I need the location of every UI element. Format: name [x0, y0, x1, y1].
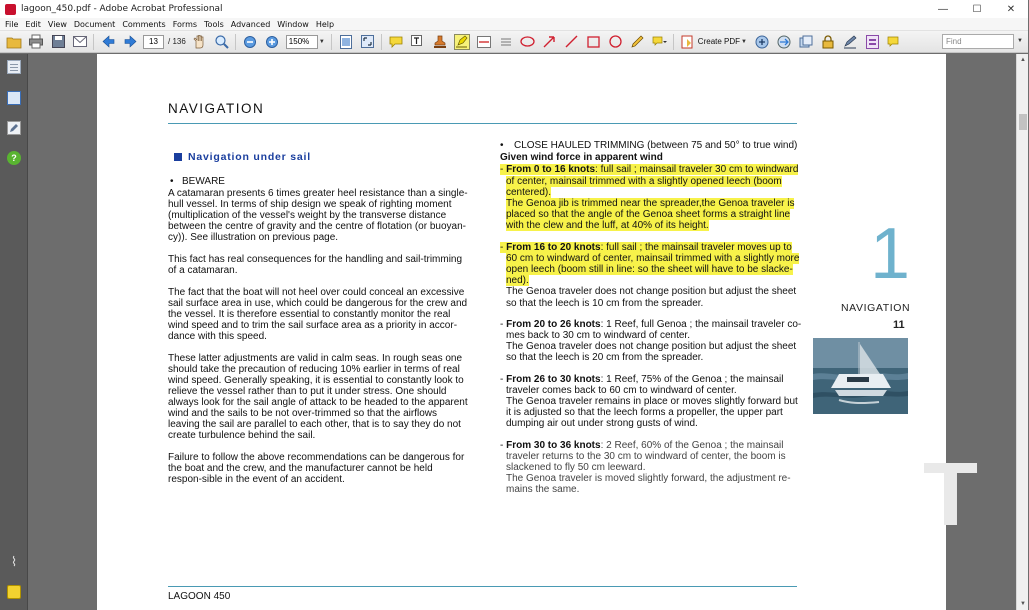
close-hauled-bullet: • CLOSE HAULED TRIMMING (between 75 and 50° to true wind): [500, 140, 798, 151]
find-input[interactable]: Find: [942, 34, 1014, 49]
create-pdf-icon[interactable]: [680, 34, 696, 50]
range-text: : full sail ; the mainsail traveler moves up to 60 cm to windward of center, mainsail trimmed with a slightly more open leech (boom still in line: so the sheet will have to be slacke-ned).: [506, 241, 800, 287]
menu-comments[interactable]: Comments: [122, 19, 166, 29]
header-rule: [168, 123, 797, 124]
menu-window[interactable]: Window: [277, 19, 309, 29]
stamp-icon[interactable]: [432, 34, 448, 50]
chapter-label: NAVIGATION: [841, 302, 911, 314]
page-number-input[interactable]: 13: [143, 35, 164, 49]
close-hauled-text: CLOSE HAULED TRIMMING (between 75 and 50° to true wind): [514, 140, 798, 151]
wind-range-30-36: - From 30 to 36 knots: 2 Reef, 60% of the Genoa ; the mainsail traveler returns to the 30 cm to windward of center, the boom is slackened to fly 50 cm leeward. The Genoa traveler is moved slightly forward, the adjustment re-mains the same.: [500, 440, 802, 496]
export-icon[interactable]: [776, 34, 792, 50]
left-paragraph: This fact has real consequences for the handling and sail-trimming of a catamaran.: [168, 254, 463, 276]
sign-icon[interactable]: [842, 34, 858, 50]
wind-range-20-26: - From 20 to 26 knots: 1 Reef, full Genoa ; the mainsail traveler co-mes back to 30 cm to windward of center. The Genoa traveler does not change position but adjust the sheet so that the leech is 20 cm from the spreader.: [500, 318, 802, 364]
line-tool-icon[interactable]: [564, 34, 580, 50]
left-column: [168, 176, 468, 496]
page-number: 11: [893, 319, 905, 331]
zoom-tool-icon[interactable]: [214, 34, 230, 50]
menu-view[interactable]: View: [47, 19, 67, 29]
toolbar-separator: [673, 34, 674, 50]
wind-force-subtitle: Given wind force in apparent wind: [500, 152, 663, 164]
minimize-button[interactable]: —: [938, 3, 948, 15]
signatures-panel-icon[interactable]: [7, 121, 21, 135]
menu-advanced[interactable]: Advanced: [230, 19, 271, 29]
range-extra: The Genoa jib is trimmed near the spreader,the Genoa traveler is placed so that the angle of the Genoa sheet forms a straight line with the clew and the luff, at 40% of its height.: [506, 198, 795, 232]
range-lead: From 30 to 36 knots: [506, 439, 601, 451]
right-column: [500, 140, 802, 506]
title-bar: [0, 0, 1028, 18]
menu-file[interactable]: File: [5, 19, 19, 29]
full-screen-icon[interactable]: [360, 34, 376, 50]
previous-page-icon[interactable]: [100, 34, 116, 50]
next-page-icon[interactable]: [122, 34, 138, 50]
highlight-tool-icon[interactable]: [454, 34, 470, 50]
comment-menu-icon[interactable]: [652, 34, 668, 50]
page-header: NAVIGATION: [168, 101, 265, 116]
range-extra: The Genoa traveler is moved slightly forward, the adjustment re-mains the same.: [506, 473, 791, 496]
wind-range-26-30: - From 26 to 30 knots: 1 Reef, 75% of the Genoa ; the mainsail traveler comes back to 60 cm to windward of center. The Genoa traveler remains in place or moves slightly forward but it is adjusted so that the leech forms a propeller, the upper part dumping air out under strong gusts of wind.: [500, 374, 802, 430]
strikethrough-icon[interactable]: [476, 34, 492, 50]
chapter-number: 1: [870, 214, 911, 294]
range-lead: From 26 to 30 knots: [506, 373, 601, 385]
bookmarks-panel-icon[interactable]: [7, 91, 21, 105]
toolbar-separator: [235, 34, 236, 50]
fit-page-icon[interactable]: [338, 34, 354, 50]
toolbar-separator: [93, 34, 94, 50]
email-icon[interactable]: [72, 34, 88, 50]
range-text: : 2 Reef, 60% of the Genoa ; the mainsail traveler returns to the 30 cm to windward of center, the boom is slackened to fly 50 cm leeward.: [506, 439, 786, 474]
window-controls: [926, 0, 1028, 18]
range-extra: The Genoa traveler remains in place or moves slightly forward but it is adjusted so that the leech forms a propeller, the upper part dumping air out under strong gusts of wind.: [506, 396, 798, 430]
comments-panel-icon[interactable]: [7, 585, 21, 599]
comment-note-icon[interactable]: [388, 34, 404, 50]
range-extra: The Genoa traveler does not change position but adjust the sheet so that the leech is 10 cm from the spreader.: [506, 286, 797, 309]
pages-panel-icon[interactable]: [7, 60, 21, 74]
page-footer: LAGOON 450: [168, 591, 231, 602]
beware-bullet: • BEWARE: [170, 176, 225, 187]
open-folder-icon[interactable]: [6, 34, 22, 50]
left-paragraph: These latter adjustments are valid in calm seas. In rough seas one should take the precaution of reducing 10% earlier in terms of real wind speed. Generally speaking, it is essential to constantly look to relieve the vessel rather than to put it under stress. One should always look for the sail angle of attack to be headed to the apparent wind and the sails to be not over-trimmed so that the airflows leaving the sail are parallel to each other, that is to say they do not create turbulence behind the sail.: [168, 353, 468, 441]
arrow-tool-icon[interactable]: [542, 34, 558, 50]
hand-tool-icon[interactable]: [192, 34, 208, 50]
oval-tool-icon[interactable]: [520, 34, 536, 50]
section-title: [174, 151, 311, 163]
combine-files-icon[interactable]: [754, 34, 770, 50]
beware-text: BEWARE: [182, 176, 225, 187]
page-total-label: / 136: [168, 37, 186, 46]
scroll-down-icon[interactable]: ▼: [1020, 601, 1026, 607]
range-lead: From 0 to 16 knots: [506, 164, 596, 176]
menu-tools[interactable]: Tools: [204, 19, 224, 29]
underline-icon[interactable]: [498, 34, 514, 50]
range-text: : 1 Reef, full Genoa ; the mainsail traveler co-mes back to 30 cm to windward of center.: [506, 318, 802, 342]
range-text: : full sail ; mainsail traveler 30 cm to windward of center, mainsail trimmed with a slightly opened leech (boom centered).: [506, 164, 799, 198]
menu-bar: [0, 18, 1028, 31]
catamaran-photo: [813, 338, 908, 414]
menu-forms[interactable]: Forms: [172, 19, 198, 29]
forms-icon[interactable]: [864, 34, 880, 50]
text-select-icon[interactable]: [410, 34, 426, 50]
wind-range-0-16: - From 0 to 16 knots: full sail ; mainsail traveler 30 cm to windward of center, mainsail trimmed with a slightly opened leech (boom centered). The Genoa jib is trimmed near the spreader,the Genoa traveler is placed so that the angle of the Genoa sheet forms a straight line with the clew and the luff, at 40% of its height.: [500, 164, 799, 232]
zoom-in-icon[interactable]: [264, 34, 280, 50]
range-lead: From 20 to 26 knots: [506, 318, 601, 330]
left-paragraph: A catamaran presents 6 times greater heel resistance than a single-hull vessel. In terms of ship design we speak of righting moment (multiplication of the vessel's weight by the transverse distance between the centre of gravity and the centre of flotation (or buoyan-cy)). See illustration on previous page.: [168, 188, 468, 243]
section-title-text: Navigation under sail: [188, 151, 311, 163]
help-icon[interactable]: ?: [7, 151, 21, 165]
left-paragraph: The fact that the boat will not heel over could conceal an excessive sail surface area in use, which could be dangerous for the crew and the vessel. It is therefore essential to constantly monitor the real wind speed and to trim the sail surface area as a priority in accor-dance with this speed.: [168, 287, 468, 342]
maximize-button[interactable]: ☐: [972, 3, 982, 15]
range-lead: From 16 to 20 knots: [506, 241, 601, 253]
menu-edit[interactable]: Edit: [25, 19, 41, 29]
document-area: [29, 54, 1016, 610]
menu-help[interactable]: Help: [315, 19, 335, 29]
create-pdf-button[interactable]: Create PDF: [697, 37, 741, 46]
zoom-out-icon[interactable]: [242, 34, 258, 50]
acrobat-app-icon: [5, 4, 16, 15]
wind-range-16-20: - From 16 to 20 knots: full sail ; the mainsail traveler moves up to 60 cm to windward of center, mainsail trimmed with a slightly more open leech (boom still in line: so the sheet will have to be slacke-ned). The Genoa traveler does not change position but adjust the sheet so that the leech is 10 cm from the spreader.: [500, 242, 802, 309]
scrollbar-thumb[interactable]: [1019, 114, 1027, 130]
vertical-scrollbar[interactable]: [1016, 54, 1028, 610]
range-text: : 1 Reef, 75% of the Genoa ; the mainsail traveler comes back to 60 cm to windward of center.: [506, 373, 784, 396]
find-dropdown-icon[interactable]: ▼: [1017, 38, 1023, 44]
attachments-paperclip-icon[interactable]: ⌇: [10, 554, 18, 569]
watermark-letter: T: [923, 445, 978, 545]
review-comment-icon[interactable]: [886, 34, 902, 50]
close-button[interactable]: ✕: [1006, 3, 1016, 15]
navigation-panel: [0, 54, 28, 610]
print-icon[interactable]: [28, 34, 44, 50]
zoom-dropdown-icon[interactable]: ▼: [318, 38, 325, 45]
toolbar: [0, 31, 1028, 53]
toolbar-separator: [381, 34, 382, 50]
save-icon[interactable]: [50, 34, 66, 50]
zoom-level-input[interactable]: 150%: [286, 35, 318, 49]
secure-lock-icon[interactable]: [820, 34, 836, 50]
range-extra: The Genoa traveler does not change position but adjust the sheet so that the leech is 20 cm from the spreader.: [506, 341, 797, 364]
pdf-page: [97, 54, 978, 610]
footer-rule: [168, 586, 797, 587]
circle-tool-icon[interactable]: [608, 34, 624, 50]
pencil-tool-icon[interactable]: [630, 34, 646, 50]
left-paragraph: Failure to follow the above recommendations can be dangerous for the boat and the crew, and the manufacturer cannot be held respon-sible in the event of an accident.: [168, 452, 465, 485]
share-review-icon[interactable]: [798, 34, 814, 50]
menu-document[interactable]: Document: [73, 19, 116, 29]
scroll-up-icon[interactable]: ▲: [1020, 57, 1026, 63]
rectangle-tool-icon[interactable]: [586, 34, 602, 50]
section-bullet-square: [174, 153, 182, 161]
window-title: lagoon_450.pdf - Adobe Acrobat Professional: [21, 4, 223, 14]
create-pdf-dropdown-icon[interactable]: ▼: [741, 38, 747, 45]
toolbar-separator: [331, 34, 332, 50]
